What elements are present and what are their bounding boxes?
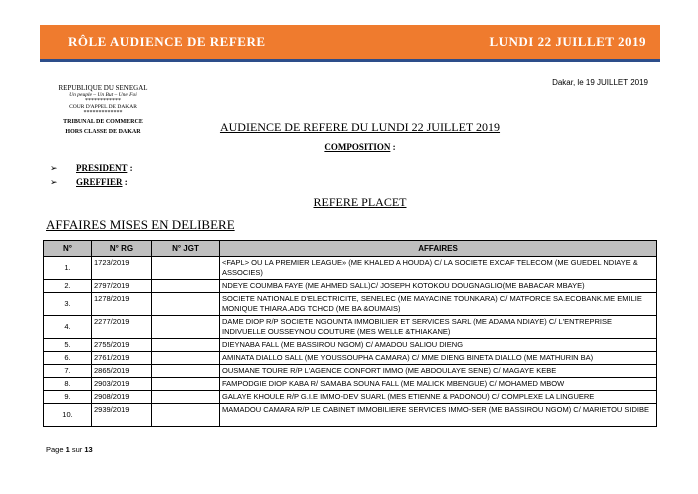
row-jgt bbox=[152, 293, 220, 316]
table-row bbox=[44, 257, 657, 280]
header-title: RÔLE AUDIENCE DE REFERE bbox=[68, 34, 266, 49]
row-affaire: AMINATA DIALLO SALL (ME YOUSSOUPHA CAMARA) C/ MME DIENG BINETA DIALLO (ME MATHURIN BA) bbox=[220, 352, 657, 365]
page-total: 13 bbox=[84, 445, 93, 454]
country-name: REPUBLIQUE DU SENEGAL bbox=[58, 84, 148, 92]
separator-stars: ************* bbox=[83, 110, 123, 116]
row-jgt bbox=[152, 316, 220, 339]
row-number: 6. bbox=[44, 352, 92, 365]
row-affaire: NDEYE COUMBA FAYE (ME AHMED SALL)C/ JOSEPH KOTOKOU DOUGNAGLIO(ME BABACAR MBAYE) bbox=[220, 280, 657, 293]
row-rg: 2903/2019 bbox=[92, 378, 152, 391]
arrow-bullet-icon: ➢ bbox=[50, 163, 58, 173]
institution-block bbox=[48, 84, 158, 136]
row-jgt bbox=[152, 339, 220, 352]
table-row bbox=[44, 293, 657, 316]
row-affaire: MAMADOU CAMARA R/P LE CABINET IMMOBILIERE SERVICES IMMO-SER (ME BASSIROU NGOM) C/ MARIETOU SIDIBE bbox=[220, 404, 657, 427]
table-row bbox=[44, 391, 657, 404]
row-number: 8. bbox=[44, 378, 92, 391]
row-rg: 1278/2019 bbox=[92, 293, 152, 316]
header-date: LUNDI 22 JUILLET 2019 bbox=[489, 34, 646, 49]
composition-label: COMPOSITION bbox=[324, 142, 391, 152]
table-row bbox=[44, 280, 657, 293]
hearing-title: AUDIENCE DE REFERE DU LUNDI 22 JUILLET 2019 bbox=[219, 120, 501, 134]
row-affaire: DAME DIOP R/P SOCIETE NGOUNTA IMMOBILIER ET SERVICES SARL (ME ADAMA NDIAYE) C/ L'ENTREPRISE INDIVUELLE OUSSEYNOU COUTURE (MES WELLE &THIAKANE) bbox=[220, 316, 657, 339]
row-affaire: GALAYE KHOULE R/P G.I.E IMMO-DEV SUARL (MES ETIENNE & PADONOU) C/ COMPLEXE LA LINGUERE bbox=[220, 391, 657, 404]
arrow-bullet-icon: ➢ bbox=[50, 177, 58, 187]
tribunal-class: HORS CLASSE DE DAKAR bbox=[65, 129, 141, 135]
row-rg: 2939/2019 bbox=[92, 404, 152, 427]
row-jgt bbox=[152, 352, 220, 365]
page-middle: sur bbox=[69, 445, 85, 454]
page-prefix: Page bbox=[46, 445, 66, 454]
president-suffix: : bbox=[127, 163, 133, 173]
court-name: COUR D'APPEL DE DAKAR bbox=[69, 104, 137, 110]
row-rg: 2865/2019 bbox=[92, 365, 152, 378]
row-jgt bbox=[152, 378, 220, 391]
table-row bbox=[44, 365, 657, 378]
row-jgt bbox=[152, 365, 220, 378]
greffier-suffix: : bbox=[122, 177, 128, 187]
row-number: 7. bbox=[44, 365, 92, 378]
row-number: 9. bbox=[44, 391, 92, 404]
row-number: 10. bbox=[44, 404, 92, 427]
row-rg: 2797/2019 bbox=[92, 280, 152, 293]
national-motto: Un peuple – Un But – Une Foi bbox=[69, 92, 137, 98]
cases-section-title: AFFAIRES MISES EN DELIBERE bbox=[46, 217, 235, 232]
row-jgt bbox=[152, 280, 220, 293]
row-number: 1. bbox=[44, 257, 92, 280]
composition-heading bbox=[200, 142, 520, 152]
row-affaire: DIEYNABA FALL (ME BASSIROU NGOM) C/ AMADOU SALIOU DIENG bbox=[220, 339, 657, 352]
row-affaire: FAMPODGIE DIOP KABA R/ SAMABA SOUNA FALL (ME MALICK MBENGUE) C/ MOHAMED MBOW bbox=[220, 378, 657, 391]
row-number: 2. bbox=[44, 280, 92, 293]
table-row bbox=[44, 378, 657, 391]
row-rg: 2908/2019 bbox=[92, 391, 152, 404]
table-row bbox=[44, 339, 657, 352]
cases-table bbox=[43, 240, 657, 427]
table-row bbox=[44, 404, 657, 427]
col-header-rg: N° RG bbox=[92, 241, 152, 257]
row-jgt bbox=[152, 257, 220, 280]
row-rg: 2755/2019 bbox=[92, 339, 152, 352]
composition-suffix: : bbox=[390, 142, 396, 152]
section-subtitle: REFERE PLACET bbox=[313, 195, 407, 209]
row-jgt bbox=[152, 404, 220, 427]
table-row bbox=[44, 352, 657, 365]
row-number: 5. bbox=[44, 339, 92, 352]
row-jgt bbox=[152, 391, 220, 404]
row-affaire: SOCIETE NATIONALE D'ELECTRICITE, SENELEC (ME MAYACINE TOUNKARA) C/ MATFORCE SA.ECOBANK.ME EMILIE MONIQUE THIARA.ADG TCHCD (ME BA &OUMAIS) bbox=[220, 293, 657, 316]
row-number: 4. bbox=[44, 316, 92, 339]
page-current: 1 bbox=[65, 445, 70, 454]
dateline: Dakar, le 19 JUILLET 2019 bbox=[552, 78, 648, 87]
row-rg: 2277/2019 bbox=[92, 316, 152, 339]
row-affaire: <FAPL> OU LA PREMIER LEAGUE» (ME KHALED A HOUDA) C/ LA SOCIETE EXCAF TELECOM (ME GUEDEL NDIAYE & ASSOCIES) bbox=[220, 257, 657, 280]
greffier-line bbox=[50, 177, 128, 188]
president-line bbox=[50, 163, 133, 174]
row-rg: 2761/2019 bbox=[92, 352, 152, 365]
row-rg: 1723/2019 bbox=[92, 257, 152, 280]
president-label: PRESIDENT bbox=[76, 163, 128, 173]
tribunal-name: TRIBUNAL DE COMMERCE bbox=[63, 119, 143, 125]
page-counter bbox=[46, 445, 93, 454]
col-header-jgt: N° JGT bbox=[152, 241, 220, 257]
col-header-affaires: AFFAIRES bbox=[220, 241, 657, 257]
row-affaire: OUSMANE TOURE R/P L'AGENCE CONFORT IMMO (ME ABDOULAYE SENE) C/ MAGAYE KEBE bbox=[220, 365, 657, 378]
table-header-row bbox=[44, 241, 657, 257]
table-row bbox=[44, 316, 657, 339]
header-banner bbox=[40, 25, 660, 62]
row-number: 3. bbox=[44, 293, 92, 316]
greffier-label: GREFFIER bbox=[76, 177, 123, 187]
col-header-number: N° bbox=[44, 241, 92, 257]
separator-stars: ************ bbox=[85, 98, 121, 104]
